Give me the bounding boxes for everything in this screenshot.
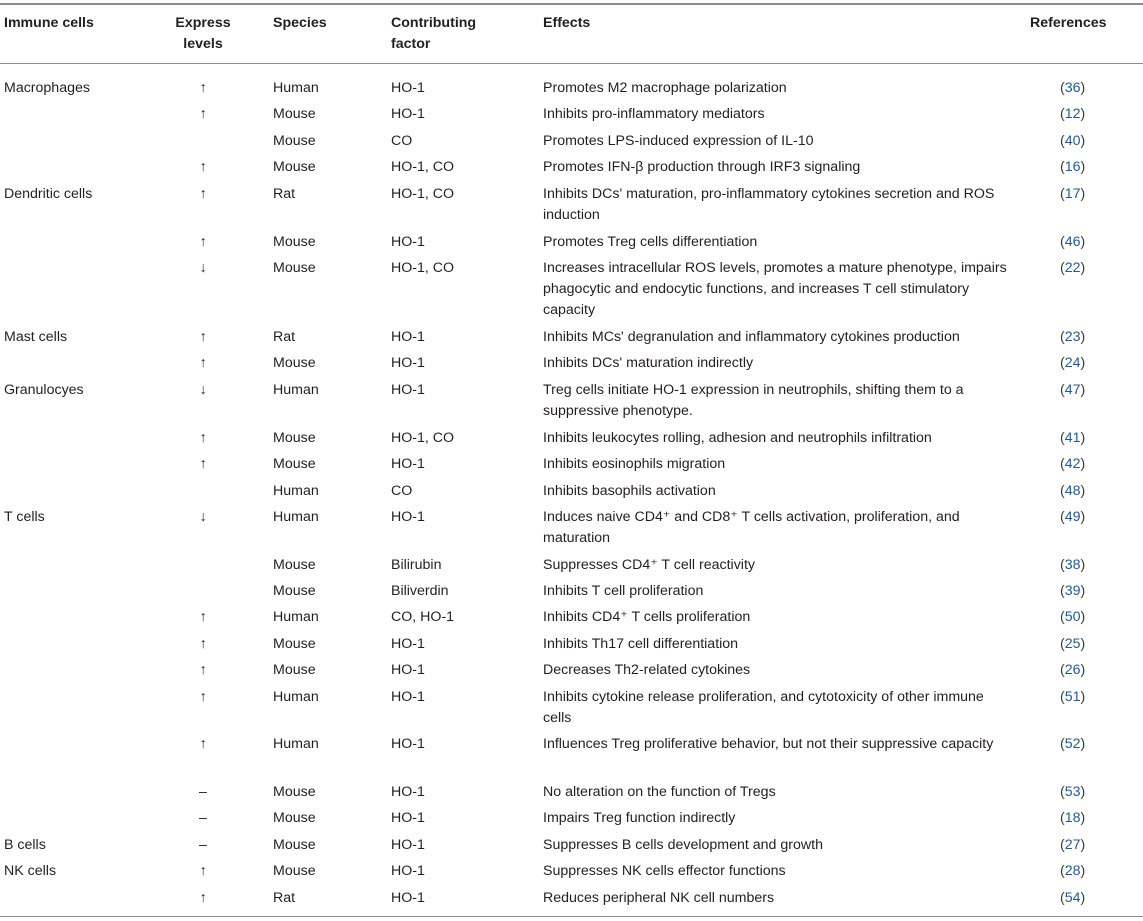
reference-link[interactable] — [1060, 104, 1085, 125]
cell-contributing-factor: HO-1 — [391, 509, 425, 525]
cell-species: Mouse — [273, 133, 316, 149]
cell-species: Mouse — [273, 430, 316, 446]
reference-number[interactable]: 49 — [1064, 509, 1081, 525]
cell-effects: Promotes IFN-β production through IRF3 signaling — [543, 159, 861, 175]
reference-open-paren: ( — [1060, 456, 1065, 472]
header-express-levels-line2: levels — [183, 36, 223, 52]
cell-effects: Inhibits leukocytes rolling, adhesion and neutrophils infiltration — [543, 430, 932, 446]
reference-close-paren: ) — [1080, 784, 1086, 800]
cell-species: Human — [273, 689, 319, 705]
reference-number[interactable]: 26 — [1064, 662, 1081, 678]
reference-number[interactable]: 51 — [1064, 689, 1081, 705]
cell-immune-cell-type: T cells — [4, 509, 45, 525]
cell-species: Mouse — [273, 636, 316, 652]
cell-effects: Increases intracellular ROS levels, promotes a mature phenotype, impairs phagocytic and endocytic functions, and increases T cell stimulatory capacity — [543, 260, 1007, 318]
reference-close-paren: ) — [1080, 106, 1086, 122]
reference-link[interactable] — [1060, 835, 1085, 856]
cell-species: Human — [273, 382, 319, 398]
reference-close-paren: ) — [1080, 837, 1086, 853]
cell-effects: Promotes M2 macrophage polarization — [543, 80, 787, 96]
reference-open-paren: ( — [1060, 583, 1065, 599]
reference-open-paren: ( — [1060, 133, 1065, 149]
cell-express-level: ↓ — [199, 382, 207, 398]
reference-number[interactable]: 36 — [1064, 80, 1081, 96]
cell-contributing-factor: HO-1, CO — [391, 186, 455, 202]
reference-open-paren: ( — [1060, 186, 1065, 202]
reference-link[interactable] — [1060, 507, 1085, 528]
reference-number[interactable]: 52 — [1064, 736, 1081, 752]
cell-express-level: ↑ — [199, 636, 207, 652]
reference-close-paren: ) — [1080, 636, 1086, 652]
cell-express-level: ↓ — [199, 260, 207, 276]
cell-contributing-factor: CO — [391, 133, 413, 149]
cell-immune-cell-type: Mast cells — [4, 329, 68, 345]
reference-number[interactable]: 47 — [1064, 382, 1081, 398]
reference-number[interactable]: 17 — [1064, 186, 1081, 202]
reference-open-paren: ( — [1060, 784, 1065, 800]
reference-open-paren: ( — [1060, 234, 1065, 250]
reference-number[interactable]: 18 — [1064, 810, 1081, 826]
reference-open-paren: ( — [1060, 430, 1065, 446]
cell-effects: Inhibits DCs' maturation indirectly — [543, 355, 754, 371]
cell-contributing-factor: HO-1 — [391, 382, 425, 398]
reference-link[interactable] — [1060, 428, 1085, 449]
cell-species: Rat — [273, 890, 296, 906]
reference-number[interactable]: 16 — [1064, 159, 1081, 175]
reference-number[interactable]: 54 — [1064, 890, 1081, 906]
reference-link[interactable] — [1060, 454, 1085, 475]
cell-species: Mouse — [273, 234, 316, 250]
reference-open-paren: ( — [1060, 483, 1065, 499]
reference-close-paren: ) — [1080, 890, 1086, 906]
reference-open-paren: ( — [1060, 609, 1065, 625]
table-top-rule — [0, 3, 1143, 5]
cell-species: Human — [273, 483, 319, 499]
cell-species: Human — [273, 80, 319, 96]
cell-express-level: ↑ — [199, 106, 207, 122]
reference-link[interactable] — [1060, 555, 1085, 576]
reference-open-paren: ( — [1060, 355, 1065, 371]
reference-close-paren: ) — [1080, 689, 1086, 705]
reference-close-paren: ) — [1080, 736, 1086, 752]
cell-effects: Suppresses NK cells effector functions — [543, 863, 786, 879]
reference-number[interactable]: 27 — [1064, 837, 1081, 853]
reference-link[interactable] — [1060, 481, 1085, 502]
reference-close-paren: ) — [1080, 509, 1086, 525]
reference-open-paren: ( — [1060, 106, 1065, 122]
reference-link[interactable] — [1060, 327, 1085, 348]
cell-express-level: – — [199, 810, 207, 826]
cell-express-level: ↑ — [199, 80, 207, 96]
cell-species: Rat — [273, 186, 296, 202]
reference-close-paren: ) — [1080, 810, 1086, 826]
cell-effects: Treg cells initiate HO-1 expression in neutrophils, shifting them to a suppressive phenotype. — [543, 382, 964, 419]
cell-express-level: ↑ — [199, 456, 207, 472]
cell-species: Mouse — [273, 355, 316, 371]
header-express-levels-line1: Express — [175, 15, 231, 31]
cell-effects: Impairs Treg function indirectly — [543, 810, 736, 826]
header-immune-cells: Immune cells — [4, 15, 94, 31]
reference-open-paren: ( — [1060, 863, 1065, 879]
reference-close-paren: ) — [1080, 260, 1086, 276]
cell-contributing-factor: HO-1 — [391, 234, 425, 250]
reference-open-paren: ( — [1060, 810, 1065, 826]
cell-species: Mouse — [273, 260, 316, 276]
cell-effects: Inhibits cytokine release proliferation, and cytotoxicity of other immune cells — [543, 689, 984, 726]
reference-link[interactable] — [1060, 808, 1085, 829]
cell-contributing-factor: HO-1 — [391, 863, 425, 879]
reference-close-paren: ) — [1080, 863, 1086, 879]
reference-number[interactable]: 42 — [1064, 456, 1081, 472]
cell-immune-cell-type: Granulocyes — [4, 382, 84, 398]
reference-link[interactable] — [1060, 634, 1085, 655]
cell-effects: Inhibits CD4⁺ T cells proliferation — [543, 609, 751, 625]
table-bottom-rule — [0, 916, 1143, 917]
cell-express-level: ↑ — [199, 736, 207, 752]
cell-contributing-factor: HO-1 — [391, 736, 425, 752]
cell-express-level: – — [199, 784, 207, 800]
cell-effects: Suppresses CD4⁺ T cell reactivity — [543, 557, 755, 573]
cell-species: Mouse — [273, 106, 316, 122]
cell-contributing-factor: HO-1 — [391, 80, 425, 96]
cell-express-level: – — [199, 837, 207, 853]
reference-number[interactable]: 40 — [1064, 133, 1081, 149]
cell-effects: Inhibits T cell proliferation — [543, 583, 704, 599]
cell-contributing-factor: HO-1 — [391, 784, 425, 800]
header-rule — [0, 63, 1143, 64]
cell-effects: Promotes LPS-induced expression of IL-10 — [543, 133, 814, 149]
cell-express-level: ↑ — [199, 159, 207, 175]
cell-effects: Inhibits pro-inflammatory mediators — [543, 106, 765, 122]
cell-species: Mouse — [273, 662, 316, 678]
header-species: Species — [273, 15, 327, 31]
cell-effects: Decreases Th2-related cytokines — [543, 662, 751, 678]
reference-close-paren: ) — [1080, 456, 1086, 472]
cell-effects: Induces naive CD4⁺ and CD8⁺ T cells activation, proliferation, and maturation — [543, 509, 960, 546]
reference-open-paren: ( — [1060, 837, 1065, 853]
reference-open-paren: ( — [1060, 159, 1065, 175]
reference-number[interactable]: 48 — [1064, 483, 1081, 499]
cell-immune-cell-type: B cells — [4, 837, 46, 853]
header-contributing-factor — [391, 13, 476, 55]
reference-link[interactable] — [1060, 157, 1085, 178]
reference-number[interactable]: 25 — [1064, 636, 1081, 652]
cell-species: Mouse — [273, 583, 316, 599]
cell-express-level: ↑ — [199, 863, 207, 879]
reference-link[interactable] — [1060, 861, 1085, 882]
cell-species: Mouse — [273, 784, 316, 800]
reference-link[interactable] — [1060, 888, 1085, 909]
reference-link[interactable] — [1060, 78, 1085, 99]
cell-effects: Suppresses B cells development and growth — [543, 837, 823, 853]
reference-number[interactable]: 38 — [1064, 557, 1081, 573]
cell-species: Mouse — [273, 557, 316, 573]
cell-effects: Inhibits DCs' maturation, pro-inflammatory cytokines secretion and ROS induction — [543, 186, 995, 223]
cell-contributing-factor: HO-1 — [391, 662, 425, 678]
cell-immune-cell-type: Macrophages — [4, 80, 90, 96]
reference-number[interactable]: 41 — [1064, 430, 1081, 446]
cell-contributing-factor: HO-1, CO — [391, 260, 455, 276]
reference-link[interactable] — [1060, 353, 1085, 374]
reference-number[interactable]: 50 — [1064, 609, 1081, 625]
cell-contributing-factor: HO-1 — [391, 837, 425, 853]
reference-open-paren: ( — [1060, 736, 1065, 752]
reference-number[interactable]: 22 — [1064, 260, 1081, 276]
reference-number[interactable]: 39 — [1064, 583, 1081, 599]
header-effects: Effects — [543, 15, 591, 31]
reference-close-paren: ) — [1080, 430, 1086, 446]
reference-link[interactable] — [1060, 232, 1085, 253]
cell-species: Human — [273, 509, 319, 525]
cell-contributing-factor: HO-1 — [391, 329, 425, 345]
reference-number[interactable]: 12 — [1064, 106, 1081, 122]
reference-open-paren: ( — [1060, 329, 1065, 345]
reference-close-paren: ) — [1080, 583, 1086, 599]
reference-link[interactable] — [1060, 687, 1085, 708]
reference-open-paren: ( — [1060, 689, 1065, 705]
reference-link[interactable] — [1060, 782, 1085, 803]
cell-species: Mouse — [273, 863, 316, 879]
cell-contributing-factor: Bilirubin — [391, 557, 442, 573]
reference-link[interactable] — [1060, 581, 1085, 602]
cell-express-level: ↑ — [199, 430, 207, 446]
cell-contributing-factor: HO-1, CO — [391, 159, 455, 175]
cell-contributing-factor: CO — [391, 483, 413, 499]
cell-species: Human — [273, 736, 319, 752]
reference-link[interactable] — [1060, 660, 1085, 681]
cell-express-level: ↑ — [199, 186, 207, 202]
cell-contributing-factor: Biliverdin — [391, 583, 449, 599]
reference-open-paren: ( — [1060, 662, 1065, 678]
reference-number[interactable]: 23 — [1064, 329, 1081, 345]
cell-contributing-factor: HO-1 — [391, 810, 425, 826]
cell-species: Human — [273, 609, 319, 625]
reference-close-paren: ) — [1080, 557, 1086, 573]
reference-number[interactable]: 28 — [1064, 863, 1081, 879]
reference-close-paren: ) — [1080, 355, 1086, 371]
cell-effects: No alteration on the function of Tregs — [543, 784, 776, 800]
reference-link[interactable] — [1060, 258, 1085, 279]
reference-close-paren: ) — [1080, 186, 1086, 202]
reference-open-paren: ( — [1060, 890, 1065, 906]
cell-species: Mouse — [273, 159, 316, 175]
cell-effects: Inhibits Th17 cell differentiation — [543, 636, 739, 652]
cell-express-level: ↑ — [199, 329, 207, 345]
cell-immune-cell-type: NK cells — [4, 863, 57, 879]
cell-effects: Influences Treg proliferative behavior, but not their suppressive capacity — [543, 736, 994, 752]
cell-effects: Inhibits MCs' degranulation and inflammatory cytokines production — [543, 329, 960, 345]
reference-open-paren: ( — [1060, 260, 1065, 276]
cell-immune-cell-type: Dendritic cells — [4, 186, 93, 202]
reference-open-paren: ( — [1060, 557, 1065, 573]
cell-contributing-factor: HO-1 — [391, 636, 425, 652]
cell-express-level: ↑ — [199, 234, 207, 250]
cell-express-level: ↓ — [199, 509, 207, 525]
cell-express-level: ↑ — [199, 689, 207, 705]
cell-species: Mouse — [273, 456, 316, 472]
header-references: References — [1030, 15, 1107, 31]
cell-express-level: ↑ — [199, 662, 207, 678]
cell-express-level: ↑ — [199, 355, 207, 371]
header-contributing-factor-line1: Contributing — [391, 15, 477, 31]
cell-contributing-factor: HO-1 — [391, 106, 425, 122]
reference-link[interactable] — [1060, 184, 1085, 205]
cell-contributing-factor: HO-1 — [391, 689, 425, 705]
cell-species: Rat — [273, 329, 296, 345]
reference-close-paren: ) — [1080, 609, 1086, 625]
cell-effects: Inhibits basophils activation — [543, 483, 716, 499]
reference-link[interactable] — [1060, 131, 1085, 152]
cell-effects: Reduces peripheral NK cell numbers — [543, 890, 775, 906]
cell-contributing-factor: CO, HO-1 — [391, 609, 455, 625]
reference-open-paren: ( — [1060, 509, 1065, 525]
cell-express-level: ↑ — [199, 609, 207, 625]
reference-open-paren: ( — [1060, 80, 1065, 96]
reference-open-paren: ( — [1060, 382, 1065, 398]
cell-effects: Promotes Treg cells differentiation — [543, 234, 758, 250]
reference-link[interactable] — [1060, 380, 1085, 401]
cell-contributing-factor: HO-1 — [391, 890, 425, 906]
header-express-levels — [167, 13, 239, 55]
cell-species: Mouse — [273, 810, 316, 826]
header-contributing-factor-line2: factor — [391, 36, 431, 52]
reference-link[interactable] — [1060, 607, 1085, 628]
cell-contributing-factor: HO-1 — [391, 456, 425, 472]
reference-close-paren: ) — [1080, 159, 1086, 175]
reference-close-paren: ) — [1080, 483, 1086, 499]
reference-link[interactable] — [1060, 734, 1085, 755]
reference-close-paren: ) — [1080, 80, 1086, 96]
reference-close-paren: ) — [1080, 234, 1086, 250]
reference-open-paren: ( — [1060, 636, 1065, 652]
reference-close-paren: ) — [1080, 329, 1086, 345]
reference-close-paren: ) — [1080, 662, 1086, 678]
reference-close-paren: ) — [1080, 133, 1086, 149]
cell-contributing-factor: HO-1 — [391, 355, 425, 371]
reference-number[interactable]: 53 — [1064, 784, 1081, 800]
cell-species: Mouse — [273, 837, 316, 853]
cell-contributing-factor: HO-1, CO — [391, 430, 455, 446]
reference-close-paren: ) — [1080, 382, 1086, 398]
cell-express-level: ↑ — [199, 890, 207, 906]
reference-number[interactable]: 46 — [1064, 234, 1081, 250]
reference-number[interactable]: 24 — [1064, 355, 1081, 371]
cell-effects: Inhibits eosinophils migration — [543, 456, 726, 472]
